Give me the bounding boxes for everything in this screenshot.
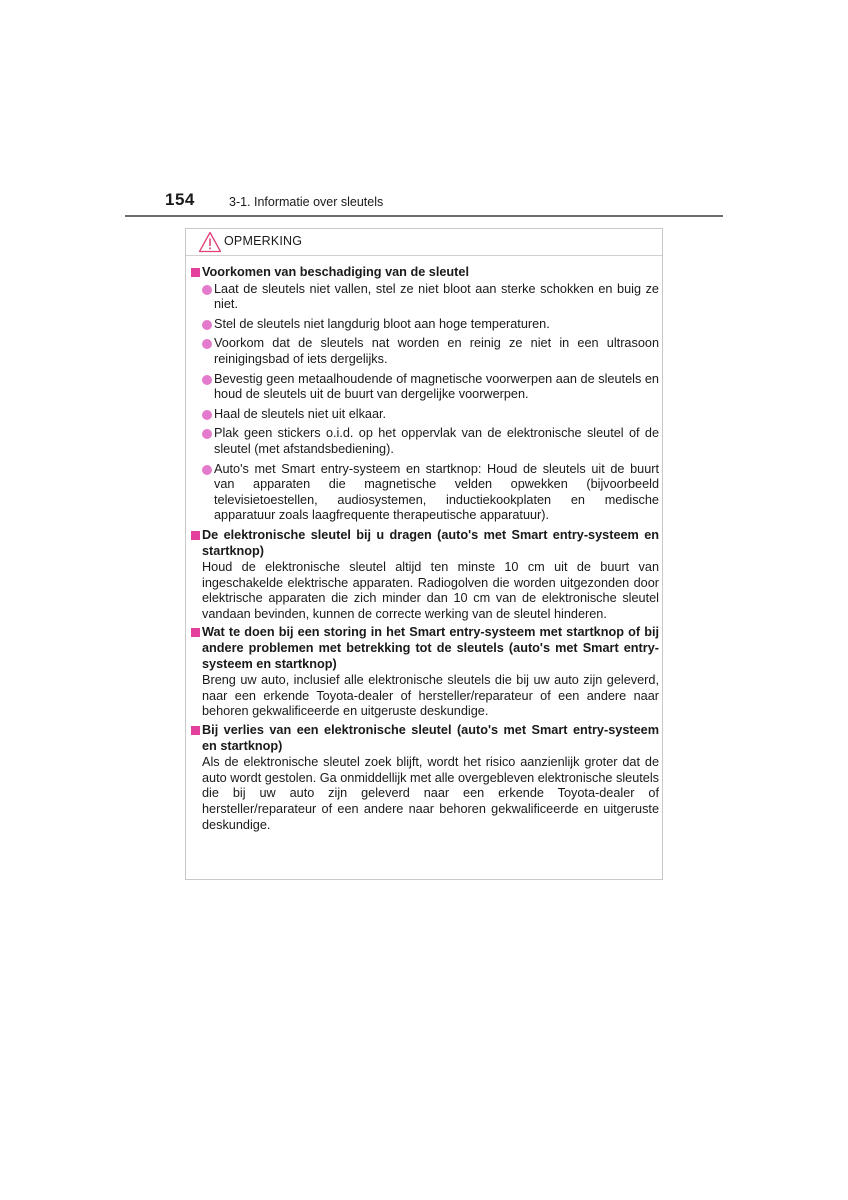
round-bullet-icon — [202, 429, 212, 439]
list-item-text: Stel de sleutels niet langdurig bloot aan hoge temperaturen. — [214, 316, 550, 331]
warning-triangle-icon — [198, 231, 222, 253]
list-item-text: Voorkom dat de sleutels nat worden en reinig ze niet in een ultrasoon reinigingsbad of iets dergelijks. — [214, 336, 659, 366]
section-heading — [188, 265, 659, 281]
notice-section-malfunction — [188, 625, 659, 720]
notice-section-damage-prevention — [188, 265, 659, 524]
section-heading-text: Bij verlies van een elektronische sleutel (auto's met Smart entry-systeem en startknop) — [202, 723, 659, 753]
notice-section-carrying-key — [188, 528, 659, 623]
section-heading — [188, 528, 659, 559]
list-item — [188, 336, 659, 367]
section-heading-text: Voorkomen van beschadiging van de sleutel — [202, 265, 469, 279]
notice-header — [186, 229, 662, 256]
section-heading — [188, 625, 659, 672]
list-item — [188, 317, 659, 333]
round-bullet-icon — [202, 410, 212, 420]
section-body: Houd de elektronische sleutel altijd ten minste 10 cm uit de buurt van ingeschakelde elektrische apparaten. Radiogolven die worden uitgezonden door elektrische apparaten die zich minder dan 10 cm van de elektronische sleutel vandaan bevinden, kunnen de correcte werking van de sleutel hinderen. — [202, 560, 659, 621]
round-bullet-icon — [202, 375, 212, 385]
list-item-text: Auto's met Smart entry-systeem en startknop: Houd de sleutels uit de buurt van apparaten die magnetische velden opwekken (bijvoorbeeld televisietoestellen, audiosystemen, inductiekookplaten en medische apparatuur zoals laagfrequente therapeutische apparatuur). — [214, 461, 659, 523]
list-item — [188, 282, 659, 313]
round-bullet-icon — [202, 465, 212, 475]
list-item-text: Bevestig geen metaalhoudende of magnetische voorwerpen aan de sleutels en houd de sleutels uit de buurt van dergelijke voorwerpen. — [214, 371, 659, 402]
list-item — [188, 372, 659, 403]
section-body: Breng uw auto, inclusief alle elektronische sleutels die bij uw auto zijn geleverd, naar een erkende Toyota-dealer of hersteller/reparateur of een andere naar behoren gekwalificeerde en uitgeruste deskundige. — [202, 673, 659, 719]
page-number: 154 — [165, 190, 195, 209]
round-bullet-icon — [202, 339, 212, 349]
list-item — [188, 462, 659, 524]
notice-content — [188, 265, 659, 836]
section-body: Als de elektronische sleutel zoek blijft, wordt het risico aanzienlijk groter dat de auto wordt gestolen. Ga onmiddellijk met alle overgebleven elektronische sleutels die bij uw auto zijn geleverd naar een erkende Toyota-dealer of hersteller/reparateur of een andere naar behoren gekwalificeerde en uitgeruste deskundige. — [202, 755, 660, 832]
square-bullet-icon — [191, 628, 200, 637]
header-divider — [125, 215, 723, 217]
list-item — [188, 426, 659, 457]
square-bullet-icon — [191, 268, 200, 277]
list-item — [188, 407, 659, 423]
round-bullet-icon — [202, 285, 212, 295]
notice-title: OPMERKING — [224, 234, 303, 248]
notice-box — [185, 228, 663, 880]
notice-section-key-loss — [188, 723, 659, 833]
section-heading-text: De elektronische sleutel bij u dragen (auto's met Smart entry-systeem en startknop) — [202, 527, 659, 558]
square-bullet-icon — [191, 726, 200, 735]
square-bullet-icon — [191, 531, 200, 540]
section-heading — [188, 723, 659, 754]
section-title: 3-1. Informatie over sleutels — [229, 195, 384, 209]
round-bullet-icon — [202, 320, 212, 330]
section-heading-text: Wat te doen bij een storing in het Smart entry-systeem met startknop of bij andere problemen met betrekking tot de sleutels (auto's met Smart entry-systeem en startknop) — [202, 625, 659, 671]
list-item-text: Plak geen stickers o.i.d. op het oppervlak van de elektronische sleutel of de sleutel (met afstandsbediening). — [214, 426, 659, 456]
list-item-text: Laat de sleutels niet vallen, stel ze niet bloot aan sterke schokken en buig ze niet. — [214, 281, 659, 312]
list-item-text: Haal de sleutels niet uit elkaar. — [214, 406, 387, 421]
